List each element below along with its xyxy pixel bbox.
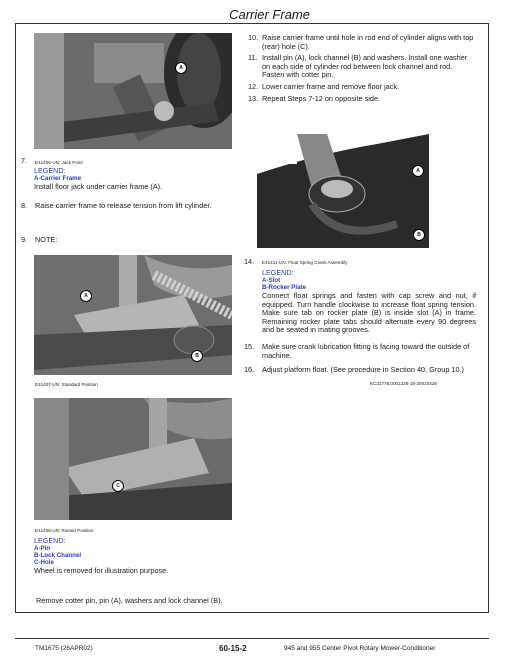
legend-item: A-Carrier Frame xyxy=(34,175,82,182)
footer-left: TM1675 (26APR02) xyxy=(35,645,93,652)
callout-c: C xyxy=(112,480,124,492)
step-8 xyxy=(21,202,241,211)
figure-jack-point-illustration xyxy=(34,33,232,149)
step-16 xyxy=(244,366,476,375)
figure-caption: E41408-UN: Raised Position xyxy=(35,528,94,533)
step-number: 8. xyxy=(21,201,28,210)
legend-heading: LEGEND: xyxy=(262,268,294,277)
instruction-text: Remove cotter pin, pin (A), washers and lock channel (B). xyxy=(36,596,223,605)
figure-float-spring-crank xyxy=(257,134,429,248)
legend-item: B-Lock Channel xyxy=(34,552,82,559)
step-text: Repeat Steps 7-12 on opposite side. xyxy=(262,93,381,103)
step-text: NOTE: xyxy=(35,235,58,244)
step-14 xyxy=(244,258,254,267)
callout-a: A xyxy=(175,62,187,74)
callout-a: A xyxy=(412,165,424,177)
legend-item: C-Hole xyxy=(34,559,54,566)
step-number: 11. xyxy=(248,53,258,63)
step-text: Install floor jack under carrier frame (A). xyxy=(34,182,163,191)
step-text: Install pin (A), lock channel (B) and washers. Install one washer on each side of cylinder rod between lock channel and rod. Fasten with cotter pin. xyxy=(262,53,468,80)
callout-a: A xyxy=(80,290,92,302)
step-text: Lower carrier frame and remove floor jack. xyxy=(262,81,400,91)
figure-jack-point xyxy=(34,33,232,149)
step-text: Make sure crank lubrication fitting is facing toward the outside of machine. xyxy=(262,342,470,360)
step-number: 7. xyxy=(21,156,28,165)
callout-b: B xyxy=(413,229,425,241)
step-text: Connect float springs and fasten with cap screw and nut, if equipped. Turn handle clockwise to increase float spring tension. Make sure tab on rocker plate (B) is inside slot (A) in frame. Remaining rocker plate tabs should alternate every 90 degrees and be seated in mating grooves. xyxy=(262,291,476,335)
step-text: Raise carrier frame to release tension from lift cylinder. xyxy=(35,201,212,210)
callout-b: B xyxy=(191,350,203,362)
step-number: 10. xyxy=(248,33,259,42)
step-15 xyxy=(244,343,476,360)
figure-raised-position-illustration xyxy=(34,398,232,520)
footer-right: 945 and 955 Center Pivot Rotary Mower-Conditioner xyxy=(284,645,436,652)
legend-heading: LEGEND: xyxy=(34,536,66,545)
note-text: Wheel is removed for illustration purpose. xyxy=(34,566,169,575)
page-number: 60-15-2 xyxy=(219,644,247,653)
legend-item: A-Slot xyxy=(262,277,281,284)
footer-rule xyxy=(15,638,489,639)
step-10 xyxy=(248,34,476,51)
figure-raised-position xyxy=(34,398,232,520)
legend-item: A-Pin xyxy=(34,545,51,552)
step-number: 14. xyxy=(244,257,255,266)
step-text: Raise carrier frame until hole in rod end of cylinder aligns with top (rear) hole (C). xyxy=(262,33,474,51)
figure-standard-position xyxy=(34,255,232,375)
document-id: KC31778,0001328-19-20020426 xyxy=(370,381,437,386)
step-9 xyxy=(21,236,121,245)
step-number: 9. xyxy=(21,235,28,244)
step-7 xyxy=(21,157,231,166)
figure-caption: E41407-UN: Standard Position xyxy=(35,382,98,387)
step-text: Adjust platform float. (See procedure in Section 40, Group 10.) xyxy=(262,365,464,374)
figure-caption: E41406-UN: Jack Point xyxy=(35,160,83,165)
steps-10-13 xyxy=(248,34,476,103)
step-number: 13. xyxy=(248,93,259,103)
figure-float-spring-crank-illustration xyxy=(257,134,429,248)
step-11 xyxy=(248,54,476,80)
step-number: 15. xyxy=(244,342,255,351)
page-title: Carrier Frame xyxy=(229,7,310,22)
step-12 xyxy=(248,83,476,92)
legend-heading: LEGEND: xyxy=(34,166,66,175)
step-number: 12. xyxy=(248,81,259,91)
figure-caption: E41411-UN: Float Spring Crank Assembly xyxy=(262,260,348,265)
step-13 xyxy=(248,95,476,104)
step-number: 16. xyxy=(244,365,255,374)
legend-item: B-Rocker Plate xyxy=(262,284,307,291)
